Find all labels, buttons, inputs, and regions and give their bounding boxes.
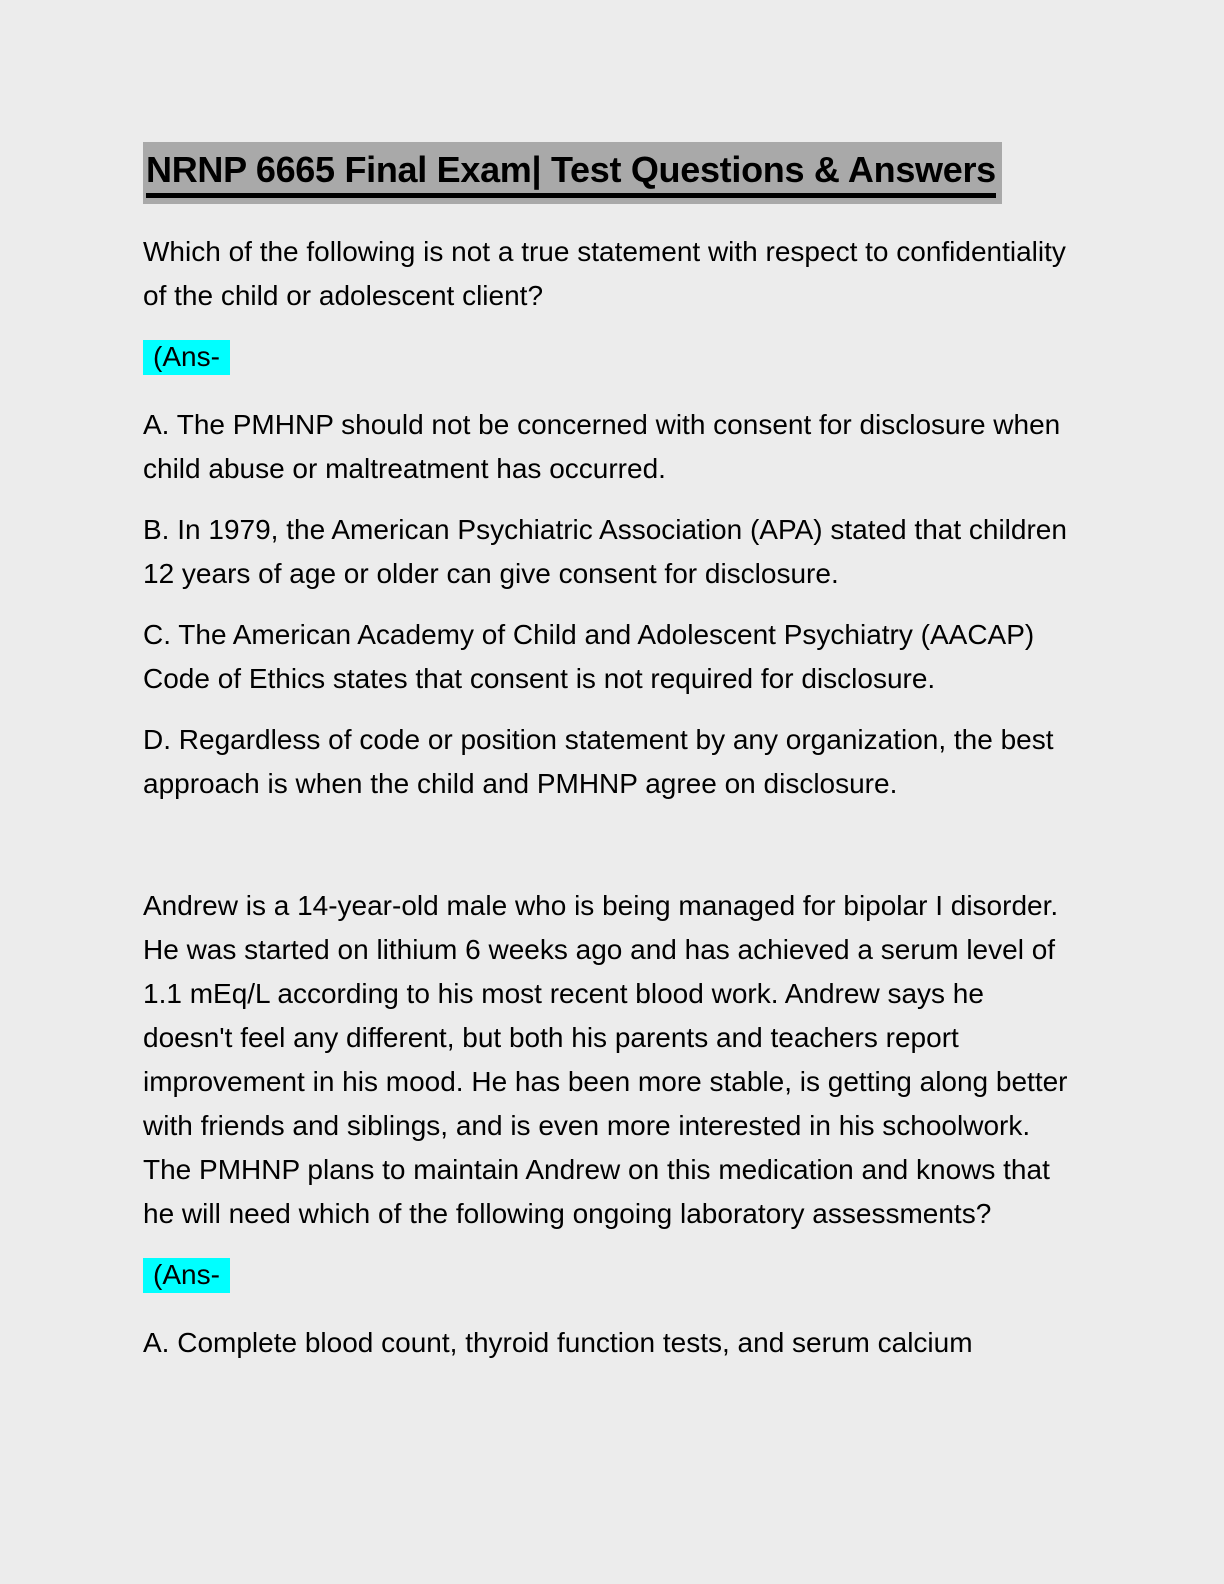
question-2-option-a: A. Complete blood count, thyroid function tests, and serum calcium (143, 1327, 973, 1358)
question-1-option-a: A. The PMHNP should not be concerned with consent for disclosure when child abuse or maltreatment has occurred. (143, 409, 1061, 484)
document-body (143, 230, 1078, 1365)
question-1-text: Which of the following is not a true statement with respect to confidentiality of the child or adolescent client? (143, 236, 1066, 311)
blank-line-separator (143, 823, 1078, 867)
question-1-answer-marker: (Ans- (143, 340, 230, 375)
question-1-option-d: D. Regardless of code or position statement by any organization, the best approach is when the child and PMHNP agree on disclosure. (143, 724, 1054, 799)
question-1-option-b: B. In 1979, the American Psychiatric Association (APA) stated that children 12 years of age or older can give consent for disclosure. (143, 514, 1067, 589)
question-2-answer-marker: (Ans- (143, 1258, 230, 1293)
document-title (143, 142, 1002, 204)
document-title-text: NRNP 6665 Final Exam| Test Questions & Answers (146, 147, 996, 198)
question-2-answer-line (143, 1253, 1078, 1297)
question-2-text: Andrew is a 14-year-old male who is being managed for bipolar I disorder. He was started on lithium 6 weeks ago and has achieved a serum level of 1.1 mEq/L according to his most recent blood work. Andrew says he doesn't feel any different, but both his parents and teachers report improvement in his mood. He has been more stable, is getting along better with friends and siblings, and is even more interested in his schoolwork. The PMHNP plans to maintain Andrew on this medication and knows that he will need which of the following ongoing laboratory assessments? (143, 890, 1068, 1229)
question-1-answer-line (143, 335, 1078, 379)
question-1-option-c: C. The American Academy of Child and Adolescent Psychiatry (AACAP) Code of Ethics states that consent is not required for disclosure. (143, 619, 1035, 694)
